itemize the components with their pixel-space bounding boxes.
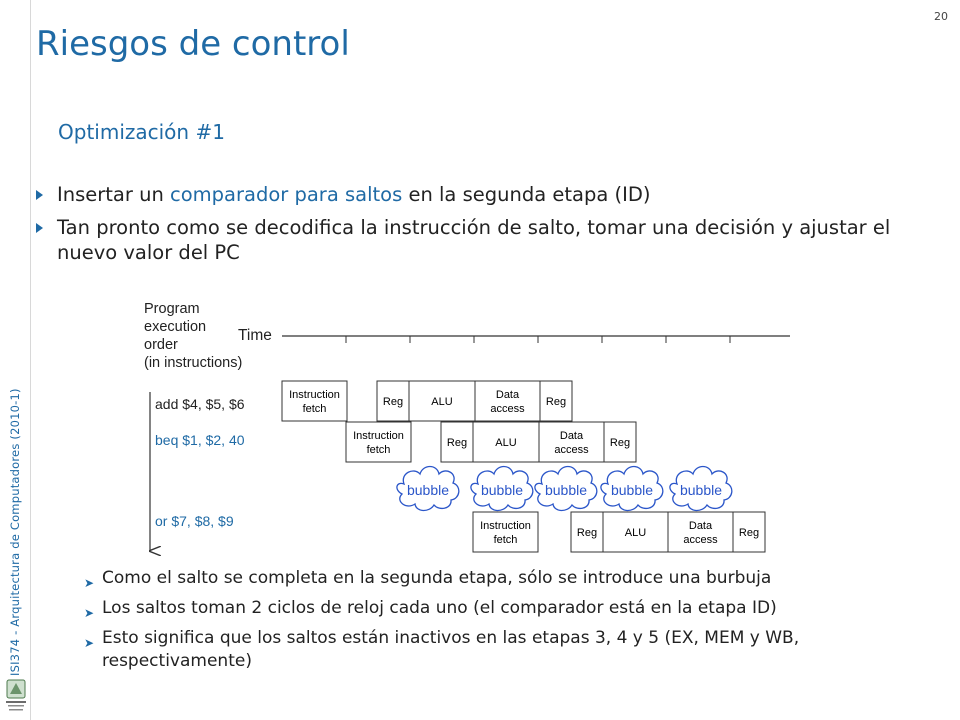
university-logo xyxy=(2,678,30,716)
pipeline-row-beq xyxy=(346,422,636,462)
arrow-bullet-icon: ➤ xyxy=(84,606,95,620)
stage-if-label: fetch xyxy=(493,534,518,546)
instruction-label: add $4, $5, $6 xyxy=(155,396,245,412)
arrow-bullet-icon: ➤ xyxy=(84,636,95,650)
sub-bullet-list xyxy=(84,567,944,680)
stage-mem xyxy=(539,422,604,462)
bullet-list xyxy=(36,182,936,273)
time-label: Time xyxy=(238,327,272,344)
page-number: 20 xyxy=(934,10,948,23)
bubble-label: bubble xyxy=(480,482,524,498)
stage-alu-label: ALU xyxy=(431,396,453,408)
stage-if-label: fetch xyxy=(366,444,391,456)
bubble-cloud xyxy=(601,467,663,511)
bullet-text: en la segunda etapa (ID) xyxy=(402,183,651,206)
stage-mem xyxy=(475,381,540,421)
stage-reg-label: Reg xyxy=(609,437,631,449)
sidebar-divider xyxy=(30,0,31,720)
bubble-label: bubble xyxy=(406,482,450,498)
stage-reg-label: Reg xyxy=(382,396,404,408)
stage-mem-label: access xyxy=(554,444,589,456)
triangle-bullet-icon xyxy=(36,190,43,200)
stage-if xyxy=(473,512,538,552)
bullet-item xyxy=(36,215,936,265)
stage-if-label: Instruction xyxy=(353,430,404,442)
stage-alu-label: ALU xyxy=(495,437,517,449)
stage-reg-label: Reg xyxy=(576,527,598,539)
bubble-cloud xyxy=(670,467,732,511)
stage-mem-label: Data xyxy=(495,389,520,401)
stage-if-label: fetch xyxy=(302,403,327,415)
course-footer: ISI374 - Arquitectura de Computadores (2010-1) xyxy=(8,388,22,676)
triangle-bullet-icon xyxy=(36,223,43,233)
bullet-item xyxy=(36,182,936,207)
bubble-cloud xyxy=(535,467,597,511)
stage-reg-label: Reg xyxy=(738,527,760,539)
axis-label-line: (in instructions) xyxy=(144,355,243,371)
stage-if-label: Instruction xyxy=(480,520,531,532)
bubble-cloud xyxy=(471,467,533,511)
stage-reg-label: Reg xyxy=(545,396,567,408)
stage-mem-label: Data xyxy=(559,430,584,442)
bullet-highlight: comparador para saltos xyxy=(170,183,403,206)
sub-bullet-item xyxy=(84,597,944,620)
bubble-row xyxy=(397,467,732,511)
sub-bullet-text: Los saltos toman 2 ciclos de reloj cada uno (el comparador está en la etapa ID) xyxy=(102,598,777,618)
sub-bullet-item xyxy=(84,627,944,673)
arrow-bullet-icon: ➤ xyxy=(84,576,95,590)
sub-bullet-text: Como el salto se completa en la segunda etapa, sólo se introduce una burbuja xyxy=(102,568,772,588)
stage-reg-label: Reg xyxy=(446,437,468,449)
bullet-text: Tan pronto como se decodifica la instrucción de salto, tomar una decisión y ajustar el nuevo valor del PC xyxy=(57,216,891,264)
sub-bullet-text: Esto significa que los saltos están inactivos en las etapas 3, 4 y 5 (EX, MEM y WB, respectivamente) xyxy=(102,628,800,671)
instruction-label: or $7, $8, $9 xyxy=(155,513,234,529)
stage-if-label: Instruction xyxy=(289,389,340,401)
bubble-label: bubble xyxy=(544,482,588,498)
bubble-label: bubble xyxy=(610,482,654,498)
pipeline-row-add xyxy=(282,381,572,421)
stage-mem-label: access xyxy=(490,403,525,415)
stage-mem-label: Data xyxy=(688,520,713,532)
stage-mem xyxy=(668,512,733,552)
stage-alu-label: ALU xyxy=(624,527,647,539)
stage-if xyxy=(282,381,347,421)
bubble-cloud xyxy=(397,467,459,511)
pipeline-diagram xyxy=(140,293,790,561)
pipeline-row-or xyxy=(473,512,765,552)
axis-label-line: Program xyxy=(144,301,200,317)
time-ticks xyxy=(346,336,790,343)
sub-bullet-item xyxy=(84,567,944,590)
slide-subtitle: Optimización #1 xyxy=(58,120,225,144)
slide-title: Riesgos de control xyxy=(36,24,350,64)
instruction-label: beq $1, $2, 40 xyxy=(155,432,245,448)
stage-mem-label: access xyxy=(683,534,718,546)
stage-if xyxy=(346,422,411,462)
axis-label-line: order xyxy=(144,337,178,353)
bubble-label: bubble xyxy=(679,482,723,498)
bullet-text: Insertar un xyxy=(57,183,171,206)
axis-label-line: execution xyxy=(144,319,207,335)
